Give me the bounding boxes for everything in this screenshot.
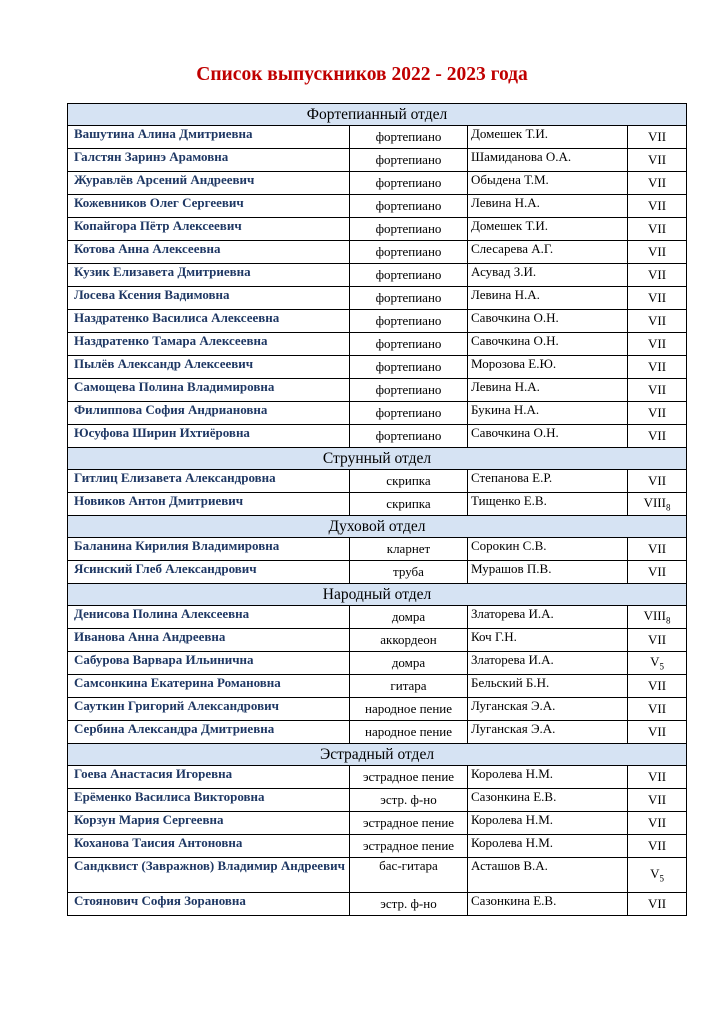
department-name: Духовой отдел (68, 516, 687, 538)
grade-value: VII (647, 632, 667, 647)
table-row (68, 470, 687, 493)
department-name: Фортепианный отдел (68, 104, 687, 126)
instrument: народное пение (350, 721, 468, 744)
student-name: Новиков Антон Дмитриевич (68, 493, 350, 516)
student-name: Копайгора Пётр Алексеевич (68, 218, 350, 241)
instrument: кларнет (350, 538, 468, 561)
teacher-name: Савочкина О.Н. (468, 310, 628, 333)
grade-value: VII (647, 198, 667, 213)
grade-value: VII (647, 313, 667, 328)
instrument: фортепиано (350, 264, 468, 287)
table-row (68, 333, 687, 356)
grade (628, 195, 687, 218)
grade-subscript: 5 (659, 661, 664, 672)
instrument: труба (350, 561, 468, 584)
department-header-row (68, 516, 687, 538)
grade (628, 241, 687, 264)
table-row (68, 561, 687, 584)
table-row (68, 721, 687, 744)
instrument: фортепиано (350, 172, 468, 195)
student-name: Гоева Анастасия Игоревна (68, 766, 350, 789)
grade (628, 287, 687, 310)
grade (628, 789, 687, 812)
grade (628, 402, 687, 425)
student-name: Сербина Александра Дмитриевна (68, 721, 350, 744)
teacher-name: Луганская Э.А. (468, 721, 628, 744)
instrument: фортепиано (350, 356, 468, 379)
table-row (68, 356, 687, 379)
teacher-name: Мурашов П.В. (468, 561, 628, 584)
grade-value: VII (647, 792, 667, 807)
grade-value: V (650, 654, 660, 670)
grade (628, 333, 687, 356)
table-row (68, 538, 687, 561)
grade-value: VII (647, 267, 667, 282)
instrument: фортепиано (350, 218, 468, 241)
teacher-name: Левина Н.А. (468, 195, 628, 218)
student-name: Гитлиц Елизавета Александровна (68, 470, 350, 493)
table-row (68, 172, 687, 195)
instrument: эстрадное пение (350, 835, 468, 858)
table-row (68, 835, 687, 858)
grade (628, 470, 687, 493)
teacher-name: Луганская Э.А. (468, 698, 628, 721)
grade (628, 149, 687, 172)
teacher-name: Савочкина О.Н. (468, 333, 628, 356)
department-header-row (68, 584, 687, 606)
grade-subscript: 8 (665, 615, 671, 626)
grade-value: VII (647, 769, 667, 784)
table-row (68, 766, 687, 789)
grade (628, 629, 687, 652)
instrument: фортепиано (350, 333, 468, 356)
student-name: Стоянович София Зорановна (68, 893, 350, 916)
instrument: эстрадное пение (350, 812, 468, 835)
table-row (68, 149, 687, 172)
grade (628, 425, 687, 448)
instrument: домра (350, 606, 468, 629)
grade-value: V (650, 866, 660, 882)
graduates-table (67, 103, 687, 916)
student-name: Самсонкина Екатерина Романовна (68, 675, 350, 698)
table-row (68, 264, 687, 287)
instrument: гитара (350, 675, 468, 698)
grade-value: VII (647, 382, 667, 397)
instrument: фортепиано (350, 149, 468, 172)
grade-value: VII (647, 541, 667, 556)
instrument: домра (350, 652, 468, 675)
student-name: Баланина Кирилия Владимировна (68, 538, 350, 561)
table-row (68, 402, 687, 425)
teacher-name: Сазонкина Е.В. (468, 893, 628, 916)
table-row (68, 893, 687, 916)
grade (628, 126, 687, 149)
grade (628, 893, 687, 916)
grade (628, 652, 687, 675)
teacher-name: Морозова Е.Ю. (468, 356, 628, 379)
grade-value: VIII (643, 495, 666, 511)
grade (628, 218, 687, 241)
instrument: аккордеон (350, 629, 468, 652)
instrument: фортепиано (350, 287, 468, 310)
instrument: скрипка (350, 470, 468, 493)
grade-value: VII (647, 838, 667, 853)
student-name: Денисова Полина Алексеевна (68, 606, 350, 629)
teacher-name: Шамиданова О.А. (468, 149, 628, 172)
grade (628, 812, 687, 835)
table-row (68, 493, 687, 516)
grade (628, 356, 687, 379)
instrument: народное пение (350, 698, 468, 721)
teacher-name: Слесарева А.Г. (468, 241, 628, 264)
student-name: Ерёменко Василиса Викторовна (68, 789, 350, 812)
teacher-name: Левина Н.А. (468, 379, 628, 402)
instrument: фортепиано (350, 425, 468, 448)
student-name: Галстян Заринэ Арамовна (68, 149, 350, 172)
teacher-name: Коч Г.Н. (468, 629, 628, 652)
grade (628, 561, 687, 584)
teacher-name: Королева Н.М. (468, 812, 628, 835)
student-name: Вашутина Алина Дмитриевна (68, 126, 350, 149)
student-name: Филиппова София Андриановна (68, 402, 350, 425)
teacher-name: Асувад З.И. (468, 264, 628, 287)
instrument: фортепиано (350, 379, 468, 402)
grade-subscript: 8 (665, 502, 671, 513)
table-row (68, 218, 687, 241)
teacher-name: Сорокин С.В. (468, 538, 628, 561)
grade-value: VII (647, 678, 667, 693)
grade (628, 835, 687, 858)
teacher-name: Обыдена Т.М. (468, 172, 628, 195)
instrument: эстр. ф-но (350, 789, 468, 812)
instrument: бас-гитара (350, 858, 468, 893)
table-row (68, 241, 687, 264)
table-row (68, 812, 687, 835)
table-row (68, 652, 687, 675)
teacher-name: Асташов В.А. (468, 858, 628, 893)
teacher-name: Домешек Т.И. (468, 126, 628, 149)
student-name: Сауткин Григорий Александрович (68, 698, 350, 721)
grade-value: VII (647, 129, 667, 144)
student-name: Кожевников Олег Сергеевич (68, 195, 350, 218)
student-name: Журавлёв Арсений Андреевич (68, 172, 350, 195)
teacher-name: Левина Н.А. (468, 287, 628, 310)
instrument: эстрадное пение (350, 766, 468, 789)
grade (628, 675, 687, 698)
student-name: Сандквист (Завражнов) Владимир Андреевич (68, 858, 350, 893)
table-row (68, 310, 687, 333)
teacher-name: Королева Н.М. (468, 766, 628, 789)
grade (628, 379, 687, 402)
student-name: Коханова Таисия Антоновна (68, 835, 350, 858)
grade (628, 766, 687, 789)
grade-subscript: 5 (659, 873, 664, 884)
table-row (68, 675, 687, 698)
grade-value: VII (647, 815, 667, 830)
instrument: фортепиано (350, 195, 468, 218)
table-row (68, 789, 687, 812)
table-row (68, 379, 687, 402)
department-header-row (68, 448, 687, 470)
grade (628, 698, 687, 721)
teacher-name: Букина Н.А. (468, 402, 628, 425)
grade-value: VII (647, 359, 667, 374)
grade (628, 721, 687, 744)
teacher-name: Савочкина О.Н. (468, 425, 628, 448)
table-row (68, 287, 687, 310)
grade-value: VII (647, 290, 667, 305)
grade-value: VII (647, 724, 667, 739)
teacher-name: Златорева И.А. (468, 652, 628, 675)
student-name: Сабурова Варвара Ильинична (68, 652, 350, 675)
grade (628, 264, 687, 287)
grade (628, 172, 687, 195)
table-row (68, 698, 687, 721)
student-name: Наздратенко Василиса Алексеевна (68, 310, 350, 333)
department-header-row (68, 104, 687, 126)
grade-value: VIII (643, 608, 666, 624)
table-row (68, 195, 687, 218)
department-name: Эстрадный отдел (68, 744, 687, 766)
instrument: фортепиано (350, 310, 468, 333)
grade-value: VII (647, 564, 667, 579)
student-name: Иванова Анна Андреевна (68, 629, 350, 652)
grade (628, 538, 687, 561)
grade-value: VII (647, 336, 667, 351)
teacher-name: Златорева И.А. (468, 606, 628, 629)
instrument: фортепиано (350, 126, 468, 149)
department-name: Струнный отдел (68, 448, 687, 470)
grade (628, 310, 687, 333)
teacher-name: Королева Н.М. (468, 835, 628, 858)
student-name: Кузик Елизавета Дмитриевна (68, 264, 350, 287)
instrument: скрипка (350, 493, 468, 516)
grade-value: VII (647, 175, 667, 190)
grade (628, 606, 687, 629)
student-name: Юсуфова Ширин Ихтиёровна (68, 425, 350, 448)
student-name: Пылёв Александр Алексеевич (68, 356, 350, 379)
teacher-name: Степанова Е.Р. (468, 470, 628, 493)
student-name: Котова Анна Алексеевна (68, 241, 350, 264)
grade-value: VII (647, 405, 667, 420)
student-name: Ясинский Глеб Александрович (68, 561, 350, 584)
instrument: фортепиано (350, 402, 468, 425)
page-title: Список выпускников 2022 - 2023 года (196, 64, 528, 85)
department-name: Народный отдел (68, 584, 687, 606)
grade-value: VII (647, 221, 667, 236)
grade-value: VII (647, 244, 667, 259)
student-name: Лосева Ксения Вадимовна (68, 287, 350, 310)
department-header-row (68, 744, 687, 766)
teacher-name: Сазонкина Е.В. (468, 789, 628, 812)
instrument: фортепиано (350, 241, 468, 264)
grade-value: VII (647, 896, 667, 911)
grade-value: VII (647, 701, 667, 716)
teacher-name: Тищенко Е.В. (468, 493, 628, 516)
table-row (68, 126, 687, 149)
table-row (68, 606, 687, 629)
table-row (68, 858, 687, 893)
grade (628, 858, 687, 893)
instrument: эстр. ф-но (350, 893, 468, 916)
student-name: Наздратенко Тамара Алексеевна (68, 333, 350, 356)
grade-value: VII (647, 428, 667, 443)
table-row (68, 425, 687, 448)
grade-value: VII (647, 152, 667, 167)
grade (628, 493, 687, 516)
teacher-name: Домешек Т.И. (468, 218, 628, 241)
student-name: Корзун Мария Сергеевна (68, 812, 350, 835)
student-name: Самощева Полина Владимировна (68, 379, 350, 402)
teacher-name: Бельский Б.Н. (468, 675, 628, 698)
table-row (68, 629, 687, 652)
grade-value: VII (647, 473, 667, 488)
